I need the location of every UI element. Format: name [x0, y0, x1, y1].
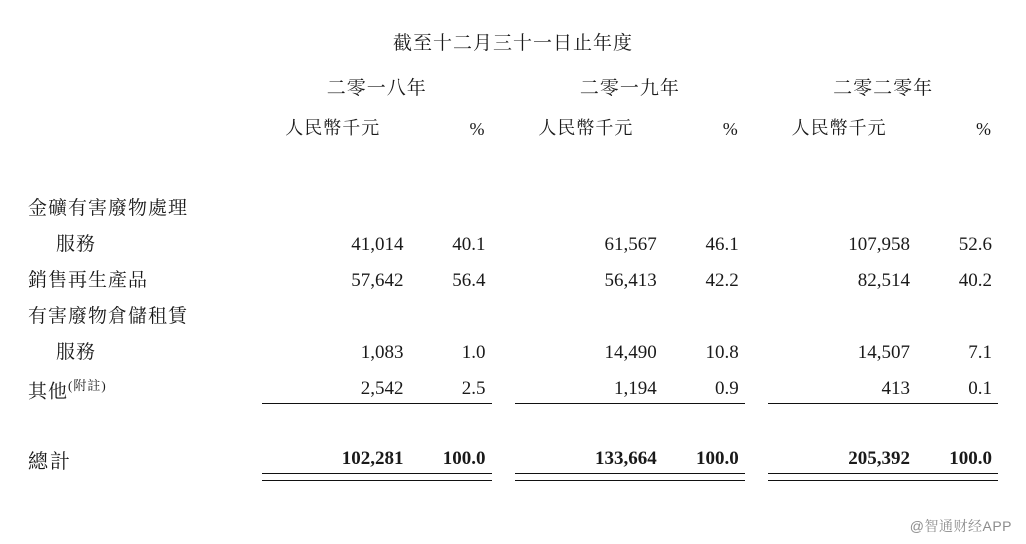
- header-gap-2: [745, 66, 769, 100]
- unit-gap-2: [745, 100, 769, 140]
- cell-2018-amount-row4: 2,542: [262, 364, 404, 404]
- cell-2018-pct-row4: 2.5: [404, 364, 492, 404]
- total-spacer: [28, 404, 998, 435]
- total-gap-1: [492, 434, 516, 474]
- cell-2018-amount-row2: 57,642: [351, 270, 404, 291]
- total-gap-2: [745, 434, 769, 474]
- rule-label-cell: [28, 474, 262, 481]
- rule-cell-6: [910, 474, 998, 481]
- unit-label-2020: 人民幣千元: [791, 118, 887, 138]
- rule-cell-3: [515, 474, 657, 481]
- cell-2020-pct-row3: 7.1: [968, 342, 992, 363]
- spacer-cell: [28, 140, 998, 184]
- row1-gap-1: [492, 220, 516, 256]
- rule-gap-1: [492, 474, 516, 481]
- row1-gap-2: [745, 220, 769, 256]
- row-empty-cells: [262, 184, 998, 220]
- row2-gap-2: [745, 256, 769, 292]
- rule-cell-2: [404, 474, 492, 481]
- pct-label-2019: %: [722, 119, 739, 139]
- row-label-others: [28, 364, 262, 404]
- table-row-total: [28, 434, 998, 474]
- rule-cell-5: [768, 474, 910, 481]
- cell-2018-pct-row3: 1.0: [461, 342, 486, 363]
- header-corner-cell: [28, 66, 262, 100]
- cell-2020-pct-row1: 52.6: [958, 234, 992, 255]
- cell-2020-amount-row3: 14,507: [857, 342, 910, 363]
- table-row: [28, 256, 998, 292]
- row-label-service-2: 服務: [56, 342, 97, 363]
- revenue-breakdown-table: [28, 66, 998, 481]
- rule-gap-2: [745, 474, 769, 481]
- pct-label-2018: %: [469, 119, 486, 139]
- row-label-others-text: 其他: [28, 381, 69, 403]
- unit-label-2019: 人民幣千元: [538, 118, 634, 138]
- cell-2018-amount-row1: 41,014: [351, 234, 404, 255]
- cell-2019-pct-row3: 10.8: [705, 342, 739, 363]
- pct-label-2020: %: [976, 119, 992, 139]
- table-row: [28, 364, 998, 404]
- cell-2018-amount-total: 102,281: [262, 434, 404, 474]
- watermark: @智通财经APP: [909, 518, 1012, 534]
- cell-2019-pct-row2: 42.2: [705, 270, 739, 291]
- row-empty-cells: [262, 292, 998, 328]
- table-row-label-continuation: [28, 292, 998, 328]
- cell-2018-pct-row2: 56.4: [452, 270, 486, 291]
- year-header-row: [28, 66, 998, 100]
- rule-cell-4: [657, 474, 745, 481]
- cell-2019-amount-row3: 14,490: [604, 342, 657, 363]
- cell-2020-amount-row1: 107,958: [848, 234, 910, 255]
- cell-2020-pct-total: 100.0: [910, 434, 998, 474]
- header-body-spacer: [28, 140, 998, 184]
- cell-2019-amount-row4: 1,194: [515, 364, 657, 404]
- unit-header-row: [28, 100, 998, 140]
- cell-2020-pct-row2: 40.2: [958, 270, 992, 291]
- row3-gap-2: [745, 328, 769, 364]
- unit-label-2018: 人民幣千元: [285, 118, 381, 138]
- cell-2020-amount-total: 205,392: [768, 434, 910, 474]
- cell-2019-pct-row4: 0.9: [657, 364, 745, 404]
- cell-2018-pct-row1: 40.1: [452, 234, 486, 255]
- cell-2019-pct-total: 100.0: [657, 434, 745, 474]
- footnote-marker: (附註): [68, 378, 107, 394]
- total-double-rule: [28, 474, 998, 481]
- row3-gap-1: [492, 328, 516, 364]
- row4-gap-2: [745, 364, 769, 404]
- cell-2019-amount-row1: 61,567: [604, 234, 657, 255]
- row4-gap-1: [492, 364, 516, 404]
- year-header-2018: 二零一八年: [326, 78, 427, 99]
- unit-gap-1: [492, 100, 516, 140]
- table-row-label-continuation: [28, 184, 998, 220]
- row-label-gold-mine-hazardous-waste: 金礦有害廢物處理: [28, 198, 189, 219]
- unit-corner-cell: [28, 100, 262, 140]
- cell-2019-amount-total: 133,664: [515, 434, 657, 474]
- cell-2019-amount-row2: 56,413: [604, 270, 657, 291]
- table-row: [28, 220, 998, 256]
- row-label-total: 總計: [28, 450, 72, 473]
- row2-gap-1: [492, 256, 516, 292]
- cell-2020-amount-row2: 82,514: [857, 270, 910, 291]
- cell-2019-pct-row1: 46.1: [705, 234, 739, 255]
- header-gap-1: [492, 66, 516, 100]
- year-header-2019: 二零一九年: [579, 78, 680, 99]
- row-label-hazardous-waste-storage-lease: 有害廢物倉儲租賃: [28, 306, 189, 327]
- cell-2018-amount-row3: 1,083: [360, 342, 404, 363]
- cell-2018-pct-total: 100.0: [404, 434, 492, 474]
- table-row: [28, 328, 998, 364]
- period-header: 截至十二月三十一日止年度: [392, 33, 633, 54]
- spacer-cell: [28, 404, 998, 435]
- rule-cell-1: [262, 474, 404, 481]
- row-label-service-1: 服務: [56, 234, 97, 255]
- cell-2020-amount-row4: 413: [768, 364, 910, 404]
- row-label-recycled-products-sales: 銷售再生產品: [28, 270, 149, 291]
- cell-2020-pct-row4: 0.1: [910, 364, 998, 404]
- year-header-2020: 二零二零年: [833, 78, 934, 99]
